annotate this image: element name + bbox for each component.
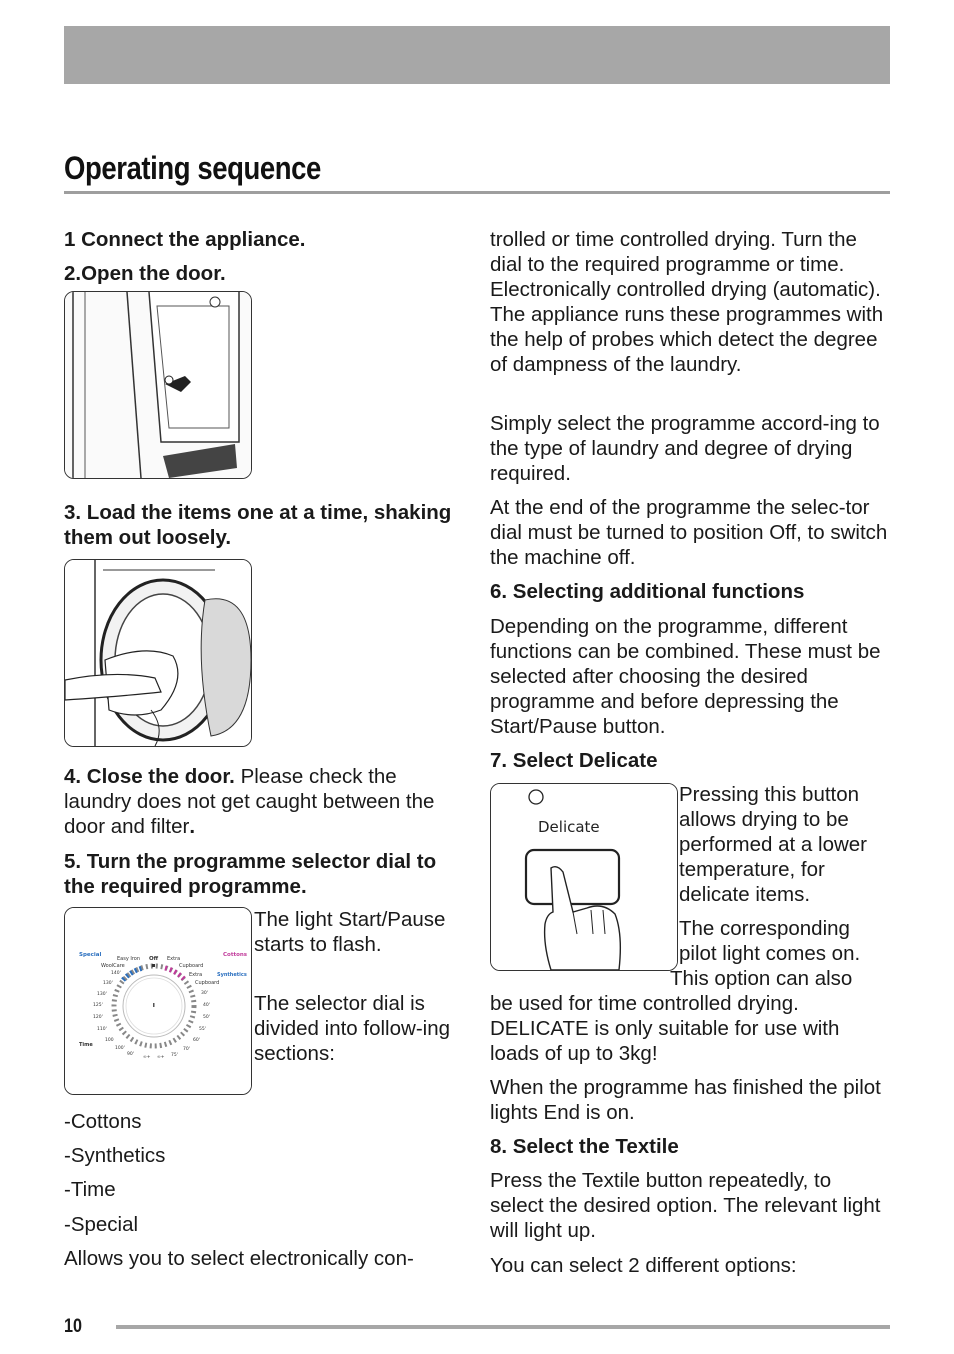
dial-label-extra-2: Extra: [189, 972, 203, 978]
step-4-heading: 4. Close the door.: [64, 765, 235, 788]
svg-text:100': 100': [115, 1046, 125, 1051]
svg-text:40': 40': [203, 1003, 210, 1008]
footer-rule: [116, 1325, 890, 1329]
delicate-label: Delicate: [538, 818, 600, 836]
step-2-heading: 2.Open the door.: [64, 262, 226, 285]
step-8-paragraph: Press the Textile button repeatedly, to select the desired option. The relevant light will light up.: [490, 1169, 881, 1242]
programme-end-paragraph: When the programme has finished the pilot lights End is on.: [490, 1076, 881, 1124]
step-1-heading: 1 Connect the appliance.: [64, 228, 306, 251]
section-synthetics: -Synthetics: [64, 1144, 166, 1167]
svg-text:55': 55': [199, 1027, 206, 1032]
svg-text:130': 130': [97, 992, 107, 997]
step-7-heading: 7. Select Delicate: [490, 749, 658, 772]
header-bar: [64, 26, 890, 84]
dial-label-easy-iron: Easy Iron: [117, 956, 141, 962]
svg-text:90': 90': [127, 1052, 134, 1057]
allows-text: Allows you to select electronically con-: [64, 1247, 414, 1270]
svg-text:50': 50': [203, 1015, 210, 1020]
right-paragraph-2: Simply select the programme accord-ing to the type of laundry and degree of drying required.: [490, 412, 880, 485]
section-cottons: -Cottons: [64, 1110, 142, 1133]
title-underline: [64, 191, 890, 194]
right-paragraph-3: At the end of the programme the selec-tor dial must be turned to position Off, to switch the machine off.: [490, 496, 888, 569]
svg-text:70': 70': [183, 1047, 190, 1052]
step-5-heading: 5. Turn the programme selector dial to the required programme.: [64, 850, 437, 898]
svg-text:120': 120': [93, 1015, 103, 1020]
svg-text:∞+: ∞+: [157, 1055, 165, 1060]
step-6-heading: 6. Selecting additional functions: [490, 580, 805, 603]
step-4-text: [64, 764, 454, 839]
section-special: -Special: [64, 1213, 139, 1236]
svg-text:130': 130': [103, 981, 113, 986]
page-number: 10: [64, 1316, 82, 1337]
dial-label-cottons: Cottons: [223, 952, 248, 958]
dial-label-extra: Extra: [167, 956, 181, 962]
svg-text:∞+: ∞+: [143, 1055, 151, 1060]
open-door-illustration: [64, 291, 252, 479]
step-4-end: .: [189, 815, 196, 838]
delicate-paragraph-2: The corresponding pilot light comes on.: [679, 917, 861, 965]
dial-paragraph-2: The selector dial is divided into follow-ing sections:: [254, 992, 451, 1065]
load-items-illustration: [64, 559, 252, 747]
section-time: -Time: [64, 1178, 116, 1201]
delicate-paragraph-1: Pressing this button allows drying to be performed at a lower temperature, for delicate items.: [679, 783, 868, 906]
options-paragraph: You can select 2 different options:: [490, 1254, 797, 1277]
delicate-paragraph-4: be used for time controlled drying. DELICATE is only suitable for use with loads of up to 3kg!: [490, 992, 840, 1065]
svg-text:100: 100: [105, 1038, 114, 1043]
dial-label-cupboard: Cupboard: [179, 963, 204, 969]
dial-label-special: Special: [79, 952, 102, 958]
dial-label-time: Time: [79, 1042, 93, 1048]
delicate-paragraph-3: This option can also: [670, 967, 853, 990]
dial-label-off: Off: [149, 956, 159, 962]
dial-label-wool-care: WoolCare: [101, 963, 125, 969]
step-6-paragraph: Depending on the programme, different functions can be combined. These must be selected after choosing the desired programme and before depressing the Start/Pause button.: [490, 615, 881, 738]
page-title: Operating sequence: [64, 150, 321, 186]
step-3-heading: 3. Load the items one at a time, shaking them out loosely.: [64, 501, 452, 549]
selector-dial-illustration: [64, 907, 252, 1095]
svg-text:110': 110': [97, 1027, 107, 1032]
dial-paragraph-1: The light Start/Pause starts to flash.: [254, 908, 446, 956]
right-paragraph-1: trolled or time controlled drying. Turn the dial to the required programme or time. Electronically controlled drying (automatic). The appliance runs these programmes with the help of probes which detect the degree of dampness of the laundry.: [490, 228, 884, 376]
svg-text:125': 125': [93, 1003, 103, 1008]
svg-text:75': 75': [171, 1053, 178, 1058]
svg-text:140': 140': [111, 971, 121, 976]
step-8-heading: 8. Select the Textile: [490, 1135, 679, 1158]
dial-label-synthetics: Synthetics: [217, 972, 247, 978]
svg-text:60': 60': [193, 1038, 200, 1043]
svg-text:30': 30': [201, 991, 208, 996]
dial-label-cupboard-2: Cupboard: [195, 980, 220, 986]
delicate-button-illustration: [490, 783, 678, 971]
step-4-body: Please check the laundry does not get caught between the door and filter: [64, 765, 435, 838]
